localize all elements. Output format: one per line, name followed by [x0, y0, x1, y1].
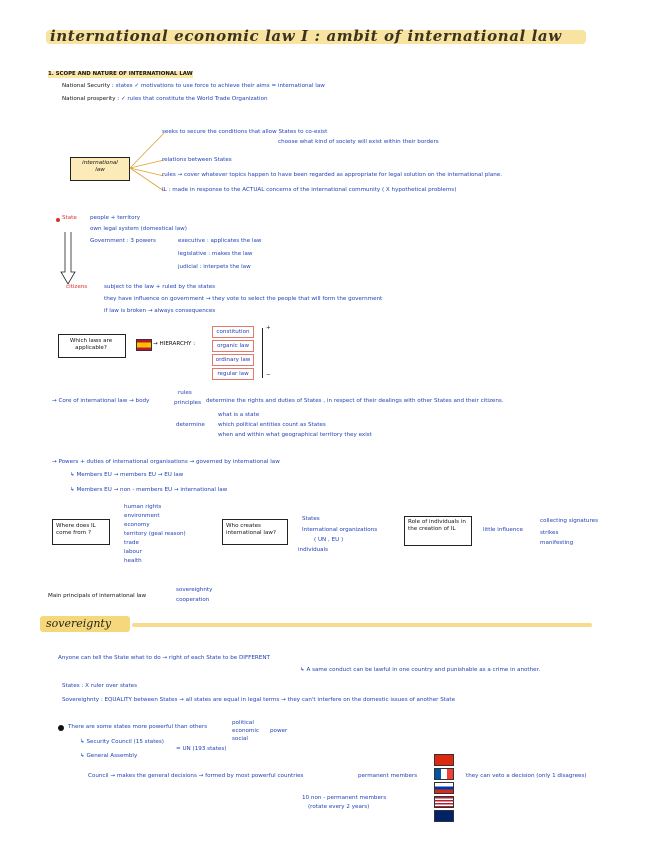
national-prosperity-line: [62, 96, 268, 103]
core-text: determine the rights and duties of States , in respect of their dealings with other States and their citizens.: [206, 398, 504, 404]
citizens-item-1: subject to the law + ruled by the states: [104, 284, 216, 290]
sov-line-2: ↳ A same conduct can be lawful in one country and punishable as a crime in another.: [300, 667, 541, 673]
sovereignty-title: sovereignty: [46, 617, 112, 630]
power-legislative: legislative : makes the law: [178, 251, 253, 257]
power-type-2: economic: [232, 728, 259, 734]
citizens-item-3: if law is broken → always consequences: [104, 308, 216, 314]
who-item-3: ( UN , EU ): [314, 537, 344, 543]
core-det-2: which political entities count as States: [218, 422, 326, 428]
china-flag-icon: [434, 754, 454, 766]
where-item-6: labour: [124, 549, 142, 555]
powers-line: → Powers + duties of international organisations → governed by international law: [52, 459, 280, 465]
il-box-label: international law: [82, 160, 118, 173]
il-item-3: relations between States: [162, 157, 232, 163]
who-item-4: individuals: [298, 547, 329, 553]
state-item-1: people + territory: [90, 215, 141, 221]
powerful-text: There are some states more powerful than others: [68, 724, 208, 730]
hierarchy-minus: −: [266, 372, 271, 378]
il-item-5: IL : made in response to the ACTUAL concerns of the international community ( X hypothetical problems): [162, 187, 457, 193]
veto-text: they can veto a decision (only 1 disagrees): [466, 773, 587, 779]
il-item-4: rules → cover whatever topics happen to have been regarded as appropriate for legal solution on the international plane.: [162, 172, 503, 178]
national-security-label: National Security :: [62, 83, 114, 89]
council-line: Council → makes the general decisions → formed by most powerful countries: [88, 773, 304, 779]
national-security-text: states ✓ motivations to use force to achieve their aims = international law: [115, 83, 325, 89]
core-principles: principles: [174, 400, 202, 406]
spain-flag-icon: [136, 339, 152, 351]
state-bullet: [56, 218, 60, 222]
state-label: State: [62, 215, 77, 221]
sov-line-3: States : X ruler over states: [62, 683, 138, 689]
hierarchy-label: → HIERARCHY :: [153, 341, 196, 347]
hierarchy-scale-line: [262, 328, 263, 378]
core-determine: determine: [176, 422, 205, 428]
who-item-2: International organizations: [302, 527, 378, 533]
principle-2: cooperation: [176, 597, 210, 603]
where-item-5: trade: [124, 540, 139, 546]
hierarchy-level-4: regular law: [212, 368, 254, 380]
where-question: Where does IL come from ?: [56, 523, 96, 536]
power-executive: executive : applicates the law: [178, 238, 262, 244]
who-item-1: States: [302, 516, 320, 522]
role-text: little influence: [483, 527, 523, 533]
state-item-3: Government : 3 powers: [90, 238, 156, 244]
who-question: Who creates international law?: [226, 523, 276, 536]
core-det-1: what is a state: [218, 412, 260, 418]
role-question: Role of individuals in the creation of IL: [408, 519, 466, 532]
power-type-1: political: [232, 720, 254, 726]
where-item-1: human rights: [124, 504, 162, 510]
principle-1: sovereighnty: [176, 587, 213, 593]
il-item-1: seeks to secure the conditions that allow States to co-exist: [162, 129, 328, 135]
powerful-bullet: [58, 725, 64, 731]
rotate-text: (rotate every 2 years): [308, 804, 370, 810]
national-prosperity-text: ✓ rules that constitute the World Trade Organization: [120, 96, 268, 102]
principles-label: Main principals of international law: [48, 593, 147, 599]
citizens-item-2: they have influence on government → they vote to select the people that will form the government: [104, 296, 383, 302]
powers-item-2: ↳ Members EU → non - members EU → international law: [70, 487, 228, 493]
role-item-2: strikes: [540, 530, 559, 536]
il-item-2: choose what kind of society will exist within their borders: [278, 139, 439, 145]
role-item-3: manifesting: [540, 540, 574, 546]
national-prosperity-label: National prosperity :: [62, 96, 120, 102]
citizens-label: citizens: [66, 284, 88, 290]
hierarchy-level-1: constitution: [212, 326, 254, 338]
power-word: power: [270, 728, 288, 734]
page-title: international economic law I : ambit of international law: [50, 27, 562, 45]
france-flag-icon: [434, 768, 454, 780]
hierarchy-level-3: ordinary law: [212, 354, 254, 366]
permanent-members: permanent members: [358, 773, 418, 779]
core-det-3: when and within what geographical territory they exist: [218, 432, 372, 438]
powers-item-1: ↳ Members EU → members EU → EU law: [70, 472, 184, 478]
sov-line-1: Anyone can tell the State what to do → right of each State to be DIFFERENT: [58, 655, 270, 661]
national-security-line: [62, 83, 325, 90]
role-item-1: collecting signatures: [540, 518, 599, 524]
russia-flag-icon: [434, 782, 454, 794]
security-council: ↳ Security Council (15 states): [80, 739, 164, 745]
where-item-7: health: [124, 558, 142, 564]
usa-flag-icon: [434, 796, 454, 808]
hierarchy-level-2: organic law: [212, 340, 254, 352]
section-heading: 1. SCOPE AND NATURE OF INTERNATIONAL LAW: [48, 71, 193, 77]
sovereignty-rule: [132, 623, 592, 627]
where-item-3: economy: [124, 522, 150, 528]
where-item-2: environment: [124, 513, 160, 519]
uk-flag-icon: [434, 810, 454, 822]
sov-line-4: Sovereighnty : EQUALITY between States → all states are equal in legal terms → they can't interfere on the domestic issues of another State: [62, 697, 456, 703]
power-type-3: social: [232, 736, 248, 742]
power-judicial: judicial : interpets the law: [178, 264, 251, 270]
core-line: → Core of international law → body: [52, 398, 150, 404]
down-arrow-icon: [60, 232, 76, 286]
un-count: = UN (193 states): [176, 746, 227, 752]
non-permanent-members: 10 non - permanent members: [302, 795, 387, 801]
core-rules: rules: [178, 390, 192, 396]
where-item-4: territory (geal reason): [124, 531, 186, 537]
state-item-2: own legal system (domestical law): [90, 226, 187, 232]
laws-question: Which laws are applicable?: [69, 338, 113, 351]
hierarchy-plus: +: [266, 325, 271, 331]
general-assembly: ↳ General Assembly: [80, 753, 138, 759]
